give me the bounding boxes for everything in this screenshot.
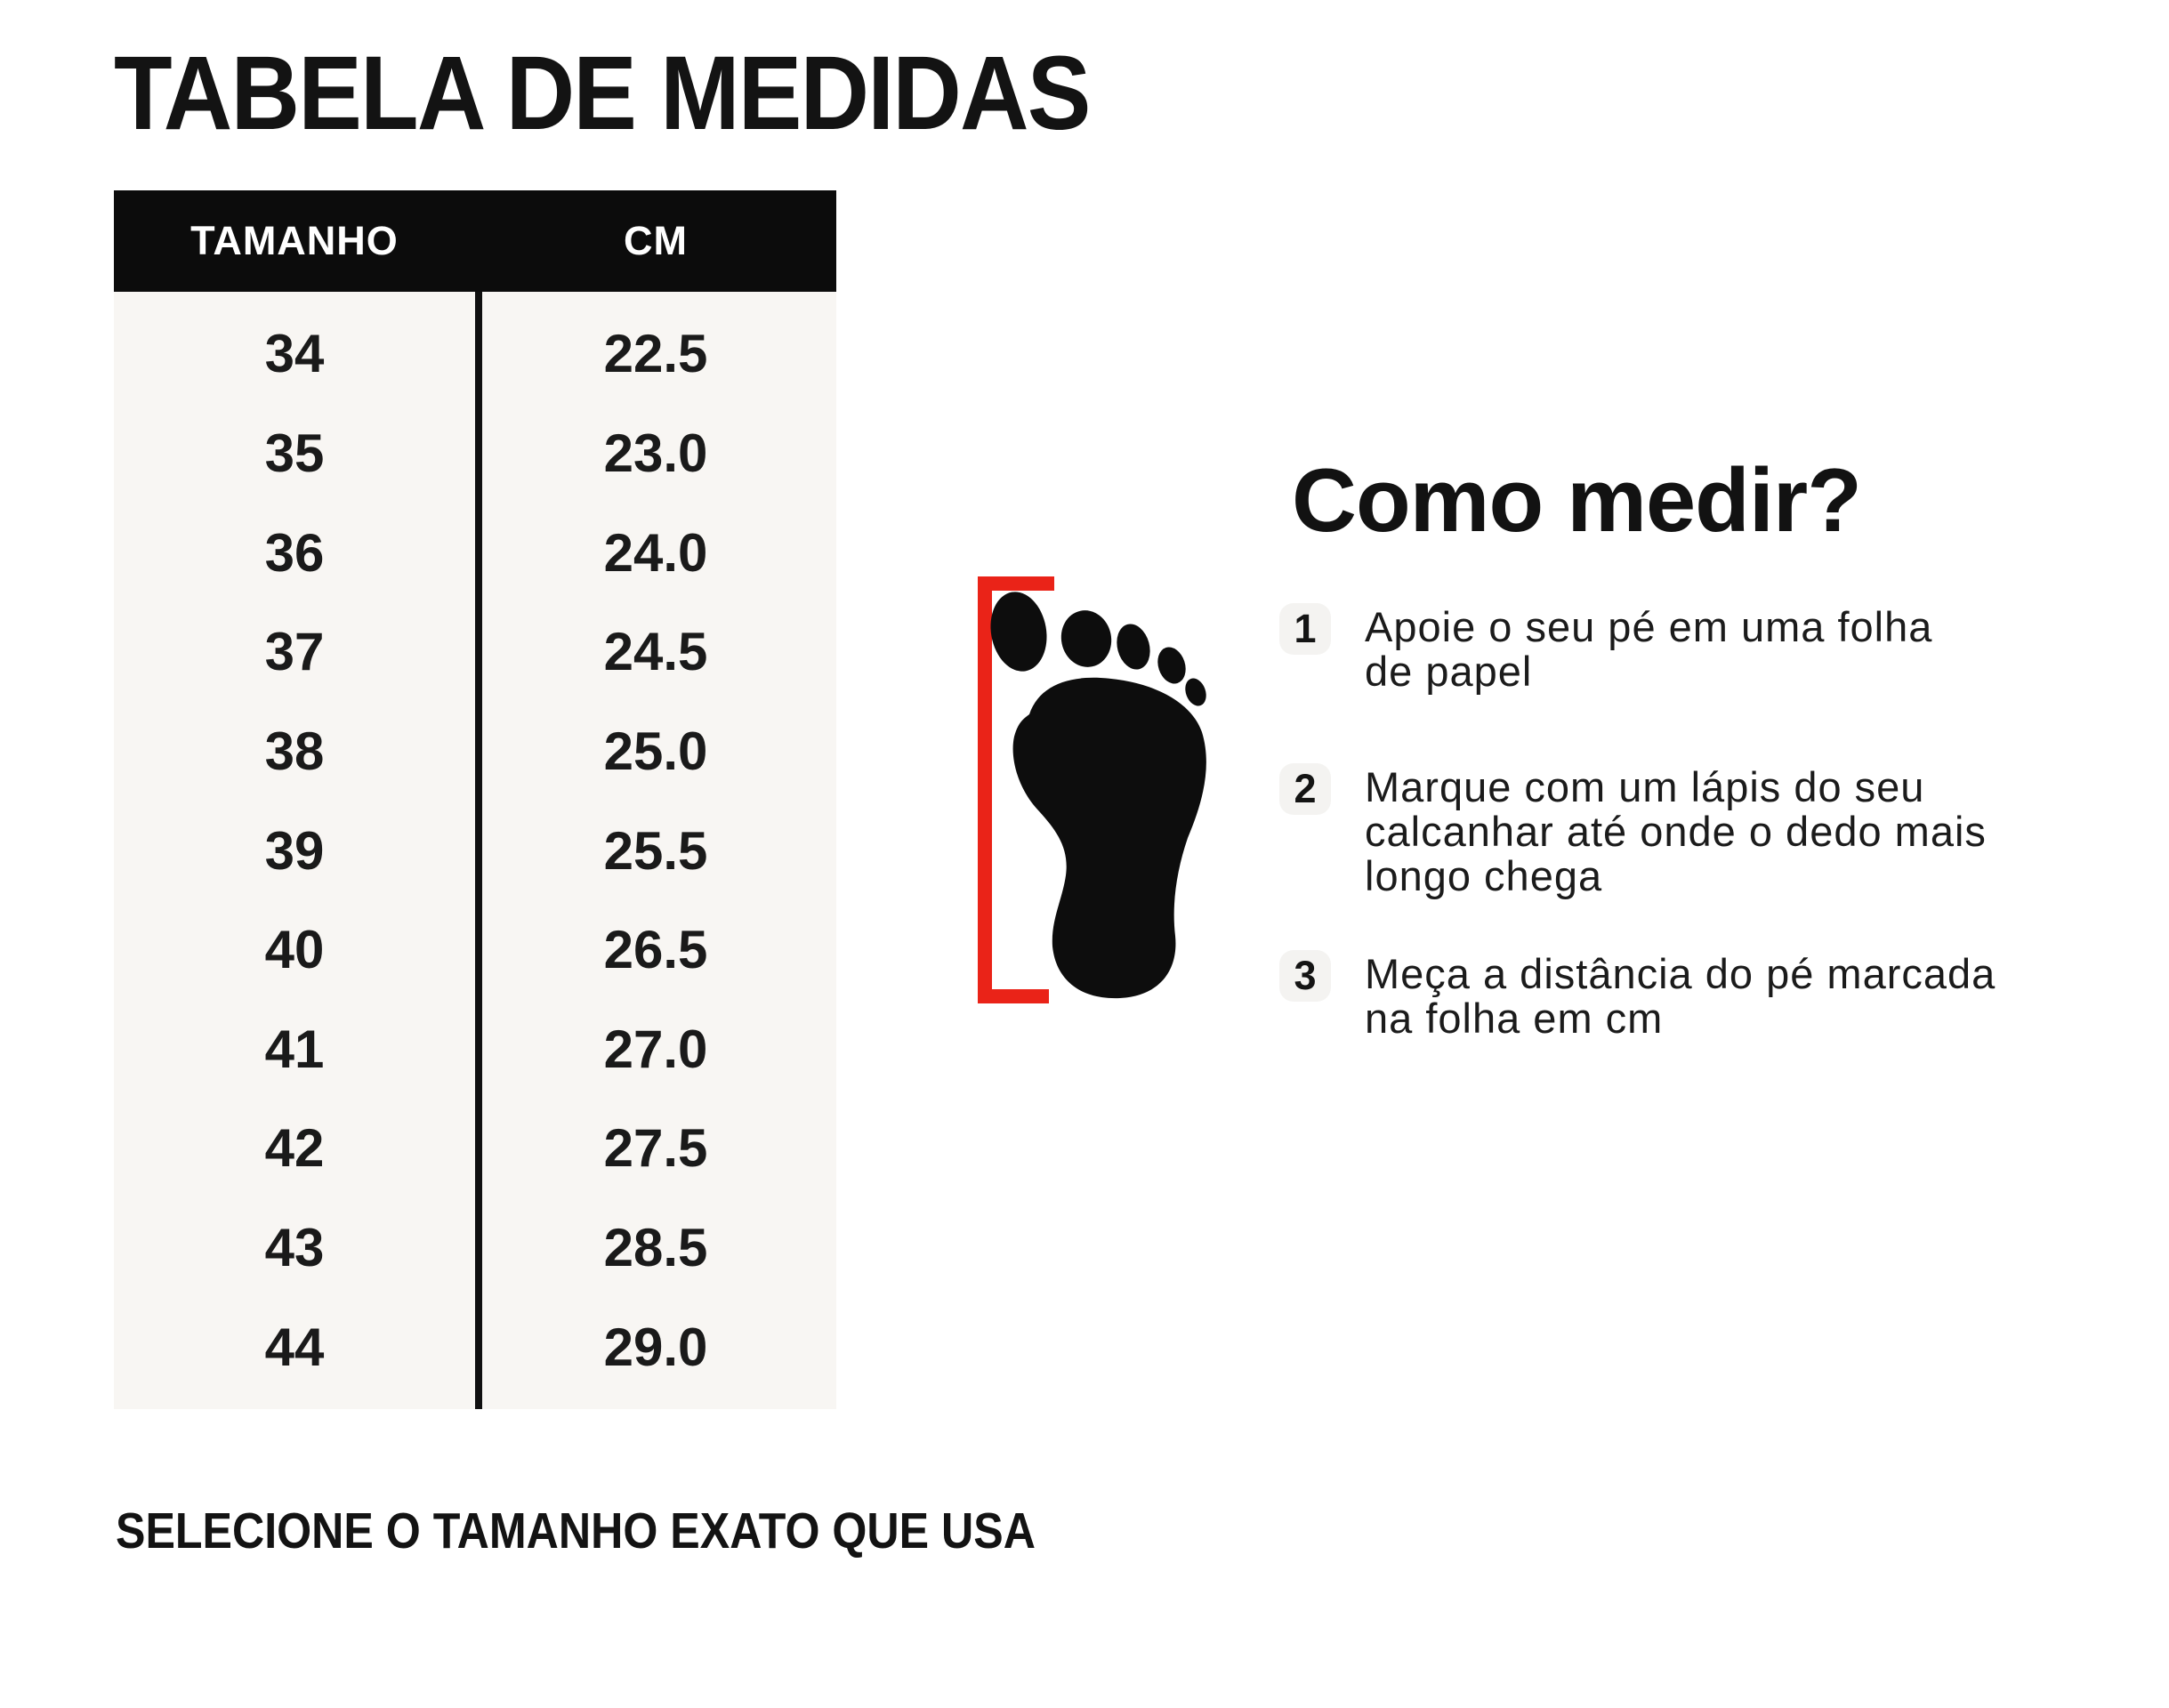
size-value: 37 bbox=[264, 622, 325, 682]
cm-value: 27.0 bbox=[603, 1019, 708, 1079]
column-header-size: TAMANHO bbox=[190, 218, 399, 263]
size-value: 41 bbox=[264, 1019, 325, 1079]
footprint-icon bbox=[985, 587, 1210, 998]
how-to-step bbox=[1279, 603, 1952, 694]
cm-value: 24.0 bbox=[603, 522, 708, 583]
step-number-badge: 1 bbox=[1279, 603, 1331, 655]
size-value: 34 bbox=[264, 324, 325, 384]
size-table bbox=[114, 190, 836, 1409]
step-number-badge: 3 bbox=[1279, 950, 1331, 1002]
column-divider bbox=[475, 292, 482, 1409]
cm-value: 22.5 bbox=[603, 324, 708, 384]
step-number-badge: 2 bbox=[1279, 763, 1331, 815]
step-text: Marque com um lápis do seu calcanhar até onde o dedo mais longo chega bbox=[1365, 763, 1987, 899]
how-to-step bbox=[1279, 950, 2014, 1041]
footer-note: SELECIONE O TAMANHO EXATO QUE USA bbox=[116, 1503, 1036, 1559]
size-table-body bbox=[114, 292, 836, 1409]
cm-value: 25.0 bbox=[603, 721, 708, 781]
size-value: 35 bbox=[264, 423, 325, 483]
column-header-cm: CM bbox=[624, 218, 688, 263]
size-value: 38 bbox=[264, 721, 325, 781]
size-value: 44 bbox=[264, 1317, 325, 1377]
cm-value: 25.5 bbox=[603, 820, 708, 881]
size-value: 43 bbox=[264, 1218, 325, 1278]
step-text: Apoie o seu pé em uma folha de papel bbox=[1365, 603, 1933, 695]
size-value: 39 bbox=[264, 820, 325, 881]
cm-value: 28.5 bbox=[603, 1218, 708, 1278]
cm-value: 27.5 bbox=[603, 1118, 708, 1179]
how-to-heading: Como medir? bbox=[1292, 451, 1861, 551]
size-value: 36 bbox=[264, 522, 325, 583]
cm-value: 23.0 bbox=[603, 423, 708, 483]
cm-value: 29.0 bbox=[603, 1317, 708, 1377]
size-value: 42 bbox=[264, 1118, 325, 1179]
page-title: TABELA DE MEDIDAS bbox=[114, 35, 1090, 152]
step-text: Meça a distância do pé marcada na folha em cm bbox=[1365, 950, 1996, 1042]
size-value: 40 bbox=[264, 920, 325, 980]
how-to-step bbox=[1279, 763, 2085, 898]
cm-value: 26.5 bbox=[603, 920, 708, 980]
cm-value: 24.5 bbox=[603, 622, 708, 682]
foot-measure-figure bbox=[974, 568, 1243, 1012]
size-table-header bbox=[114, 190, 836, 292]
